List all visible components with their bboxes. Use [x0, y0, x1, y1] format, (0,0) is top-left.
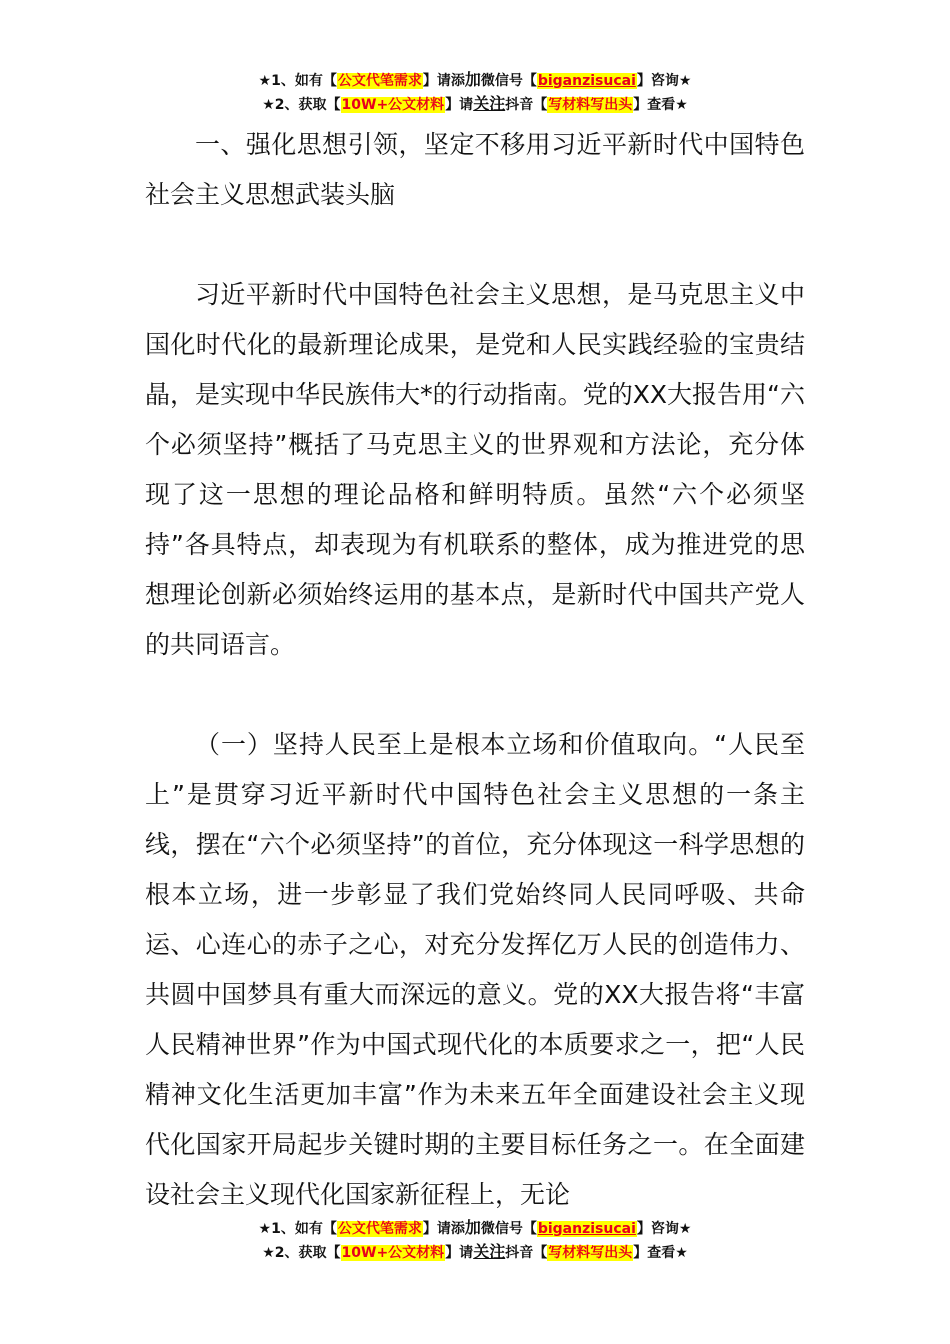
paragraph-gap: [145, 670, 805, 720]
paragraph-1: 习近平新时代中国特色社会主义思想，是马克思主义中国化时代化的最新理论成果，是党和人民实践经验的宝贵结晶，是实现中华民族伟大*的行动指南。党的XX大报告用“六个必须坚持”概括了马克思主义的世界观和方法论，充分体现了这一思想的理论品格和鲜明特质。虽然“六个必须坚持”各具特点，却表现为有机联系的整体，成为推进党的思想理论创新必须始终运用的基本点，是新时代中国共产党人的共同语言。: [145, 280, 805, 659]
paragraph-gap: [145, 220, 805, 270]
douyin-account[interactable]: 写材料写出头: [548, 1245, 633, 1261]
document-body: [145, 120, 805, 1220]
highlight-service: 公文代笔需求: [337, 1221, 422, 1237]
highlight-service: 公文代笔需求: [337, 73, 422, 89]
footer-banner: [0, 1216, 950, 1264]
banner-line-1: ★1、如有【公文代笔需求】请添加微信号【biganzisucai】咨询★: [258, 70, 692, 89]
highlight-materials: 10W+公文材料: [341, 1245, 445, 1261]
section-heading: 一、强化思想引领，坚定不移用习近平新时代中国特色社会主义思想武装头脑: [145, 130, 805, 209]
wechat-id[interactable]: biganzisucai: [537, 1221, 636, 1237]
banner-line-1: ★1、如有【公文代笔需求】请添加微信号【biganzisucai】咨询★: [258, 1218, 692, 1237]
banner-line-2: ★2、获取【10W+公文材料】请关注抖音【写材料写出头】查看★: [262, 94, 688, 113]
douyin-account[interactable]: 写材料写出头: [548, 97, 633, 113]
highlight-materials: 10W+公文材料: [341, 97, 445, 113]
banner-line-2: ★2、获取【10W+公文材料】请关注抖音【写材料写出头】查看★: [262, 1242, 688, 1261]
header-banner: [0, 68, 950, 116]
paragraph-2: （一）坚持人民至上是根本立场和价值取向。“人民至上”是贯穿习近平新时代中国特色社会主义思想的一条主线，摆在“六个必须坚持”的首位，充分体现这一科学思想的根本立场，进一步彰显了我们党始终同人民同呼吸、共命运、心连心的赤子之心，对充分发挥亿万人民的创造伟力、共圆中国梦具有重大而深远的意义。党的XX大报告将“丰富人民精神世界”作为中国式现代化的本质要求之一，把“人民精神文化生活更加丰富”作为未来五年全面建设社会主义现代化国家开局起步关键时期的主要目标任务之一。在全面建设社会主义现代化国家新征程上，无论: [145, 730, 805, 1209]
wechat-id[interactable]: biganzisucai: [537, 73, 636, 89]
